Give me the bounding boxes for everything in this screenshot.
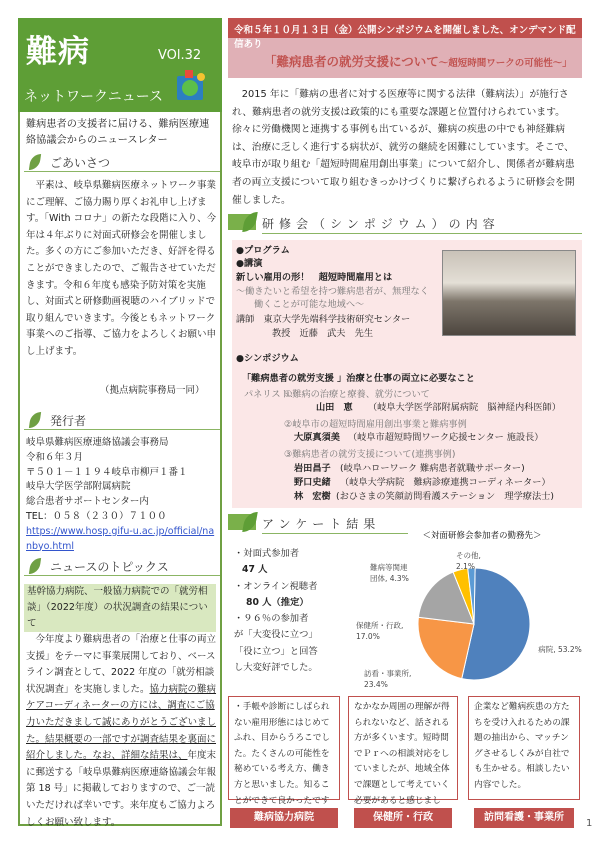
masthead (18, 18, 222, 112)
survey-line: ・９６％の参加者 (234, 613, 309, 625)
symposium-label: ●シンポジウム (236, 353, 299, 364)
program-heading (228, 212, 582, 234)
lecture-subtitle: 働くことが可能な地域へ～ (254, 299, 365, 310)
left-column (18, 18, 222, 826)
pie-data-label: 23.4% (364, 680, 388, 689)
survey-line: 「役に立つ」と回答 (234, 645, 318, 657)
publisher-details (26, 436, 218, 554)
panelist-topic: ①難病の治療と療養、就労について (284, 389, 430, 400)
publisher-heading-label: 発行者 (50, 414, 87, 428)
heading-rule (262, 233, 582, 234)
greeting-body: 平素は、岐阜県難病医療ネットワーク事業にご理解、ご協力賜り厚くお礼申し上げます。「With コロナ」の新たな段階に入り、今年は４年ぶりに対面式研修会を開催しました。多くの方にご参加いただき、好評を得ることができましたので、ご報告させていただきます。令和６年度も感染予防対策を実施し、対面式と研修動画視聴のハイブリッドで取り組んでいきます。今後ともネットワーク事業へのご指導、ご協力をよろしくお願い申し上げます。 (26, 180, 217, 357)
program-label: ●プログラム (236, 245, 290, 256)
panelist-topic: ②岐阜市の超短時間雇用創出事業と難病事例 (284, 419, 467, 430)
newsletter-lead: 難病患者の支援者に届ける、難病医療連絡協議会からのニュースレター (26, 119, 210, 146)
panelist-label: パネリスト: (244, 389, 293, 400)
pie-data-label: 難病等関連 (370, 563, 408, 572)
chart-title: ＜対面研修会参加者の勤務先＞ (422, 531, 542, 541)
panelist-affiliation: (岐阜ハローワーク 難病患者就職サポーター) (340, 463, 525, 474)
feedback-card: なかなか周囲の理解が得られないなど、話される方が多くいます。短時間でＰｒへの相談対応をしていましたが、地域全体で課題として考えていく必要があると感じまし (348, 696, 458, 800)
panelist-affiliation: （岐阜大学病院 難病診療連携コーディネーター） (340, 477, 551, 488)
topics-highlight: 基幹協力病院、一般協力病院での「就労相談」（2022年度）の状況調査の結果について (24, 584, 216, 632)
feedback-tag: 訪問看護・事業所 (474, 808, 574, 828)
leaf-icon (29, 154, 41, 170)
network-logo-icon (174, 68, 208, 104)
feedback-card: 企業など難病疾患の方たちを受け入れるための課題の抽出から、マッチングさせるしくみが自社でも生かせる。相談したい内容でした。 (468, 696, 580, 800)
pie-data-label: 訪看・事業所, (364, 669, 412, 678)
lecturer-name: 教授 近藤 武夫 先生 (272, 328, 374, 339)
masthead-title: 難病 (26, 34, 90, 70)
feedback-card: ・手帳や診断にしばられない雇用形態にはじめてふれ、目からうろこでした。たくさんの可能性を秘めている考え方、働き方と思いました。知ることができて良かったです (228, 696, 340, 800)
pie-data-label: 17.0% (356, 632, 380, 641)
lecture-subtitle: ～働きたいと希望を持つ難病患者が、無理なく (236, 286, 429, 297)
pie-data-label: その他, (456, 551, 481, 560)
panelist-topic: ③難病患者の就労支援について(連携事例) (284, 449, 456, 460)
publisher-line: 岐阜県難病医療連絡協議会事務局 (26, 437, 169, 448)
publisher-line: 総合患者サポートセンター内 (26, 496, 149, 508)
topics-body-a: 今年度より難病患者の「治療と仕事の両立支援」をテーマに事業展開しており、ベースライン調査として、2022 年度の「就労相談状況調査」を実施しました。 (26, 634, 217, 695)
greeting-heading-label: ごあいさつ (50, 156, 111, 170)
event-header (228, 18, 582, 78)
event-title-main: 「難病患者の就労支援について (264, 54, 439, 69)
panelist-name: 大原真須美 (294, 432, 340, 443)
topics-body (26, 632, 218, 831)
greeting-heading (24, 152, 220, 172)
topics-heading (24, 556, 220, 576)
pie-data-label: 団体, 4.3% (370, 574, 409, 583)
topics-body-b: 協力病院の難病ケアコーディネーターの方には、調査にご協力いただきまして誠にありがとうございました。結果概要の一部ですが調査結果を裏面に紹介しました。なお、詳細な結果は、 (26, 683, 217, 762)
panelist-affiliation: （岐阜大学医学部附属病院 脳神経内科医師） (368, 402, 561, 413)
panelist-affiliation: （岐阜市超短時間ワーク応援センター 施設長） (348, 432, 544, 443)
event-title-sub: ～超短時間ワークの可能性～」 (438, 58, 572, 69)
workplace-pie-chart (324, 526, 582, 690)
survey-value: 47 人 (242, 564, 268, 576)
survey-line: が「大変役に立つ」 (234, 629, 318, 641)
feedback-tag: 保健所・行政 (354, 808, 452, 828)
symposium-title: 「難病患者の就労支援 」治療と仕事の両立に必要なこと (242, 373, 475, 384)
feedback-tag: 難病協力病院 (230, 808, 338, 828)
survey-value: 80 人（推定） (246, 596, 309, 608)
panelist-name: 野口史緒 (294, 477, 331, 488)
publisher-heading (24, 410, 220, 430)
panelist-affiliation: (おひさまの笑顔訪問看護ステーション 理学療法士) (336, 491, 554, 502)
survey-heading-label: アンケート結果 (262, 517, 381, 531)
panelist-name: 岩田昌子 (294, 463, 331, 474)
program-heading-label: 研修会（シンポジウム）の内容 (262, 217, 500, 231)
pie-data-label: 病院, 53.2% (538, 645, 582, 654)
leaf-icon (29, 558, 41, 574)
right-column (228, 18, 582, 826)
leaf-icon (29, 412, 41, 428)
survey-summary (234, 546, 330, 676)
survey-line: ・オンライン視聴者 (234, 580, 318, 592)
greeting-sign: （拠点病院事務局一同） (100, 385, 205, 396)
left-content-box (18, 112, 222, 826)
publisher-line: 〒５０１－１１９４岐阜市柳戸１番１ (26, 466, 188, 478)
survey-line: し大変好評でした。 (234, 662, 318, 674)
volume-number: VOl.32 (158, 48, 202, 63)
panelist-name: 林 宏樹 (294, 491, 331, 502)
lecturer-role: 講師 東京大学先端科学技術研究センター (236, 314, 411, 325)
topics-body-c: 年度末に郵送する「岐阜県難病医療連絡協議会年報第 18 号」に掲載しておりますので、ご一読いただければ幸いです。来年度もご協力よろしくお願い致します。 (26, 750, 217, 828)
publisher-line: 岐阜大学医学部附属病院 (26, 481, 131, 493)
event-banner: 令和５年１０月１３日（金）公開シンポジウムを開催しました、オンデマンド配信あり (228, 18, 582, 38)
publisher-line: 令和６年３月 (26, 451, 84, 463)
panelist-name: 山田 恵 (316, 402, 353, 413)
page-number: 1 (586, 818, 593, 829)
program-box (232, 240, 582, 508)
pie-data-label: 2.1% (456, 562, 476, 571)
survey-line: ・対面式参加者 (234, 548, 300, 559)
topics-heading-label: ニュースのトピックス (50, 560, 169, 574)
lecture-title: 新しい雇用の形！ 超短時間雇用とは (236, 272, 393, 283)
lecture-label: ●講演 (236, 258, 263, 269)
publisher-line: TEL：０５８（２３０）７１００ (26, 510, 167, 522)
publisher-url-link[interactable]: https://www.hosp.gifu-u.ac.jp/official/nanbyo.html (26, 525, 215, 552)
seminar-photo (442, 250, 576, 336)
event-intro: 2015 年に「難病の患者に対する医療等に関する法律（難病法）」が施行され、難病患者の就労支援は政策的にも重要な課題と位置付けられています。徐々に労働機関と連携する事例も出ているが、難病の疾患の中でも神経難病は、治療に乏しく進行する病状が、就労の継続を困難にしています。そこで、岐阜市が取り組む「超短時間雇用創出事業」について紹介し、関係者が難病患者の両立支援について取り組むきっかけづくりに繋げられるように研修会を開催しました。 (232, 89, 575, 206)
masthead-subtitle: ネットワークニュース (24, 89, 164, 105)
event-title (264, 52, 572, 70)
pie-data-label: 保健所・行政, (356, 621, 404, 630)
